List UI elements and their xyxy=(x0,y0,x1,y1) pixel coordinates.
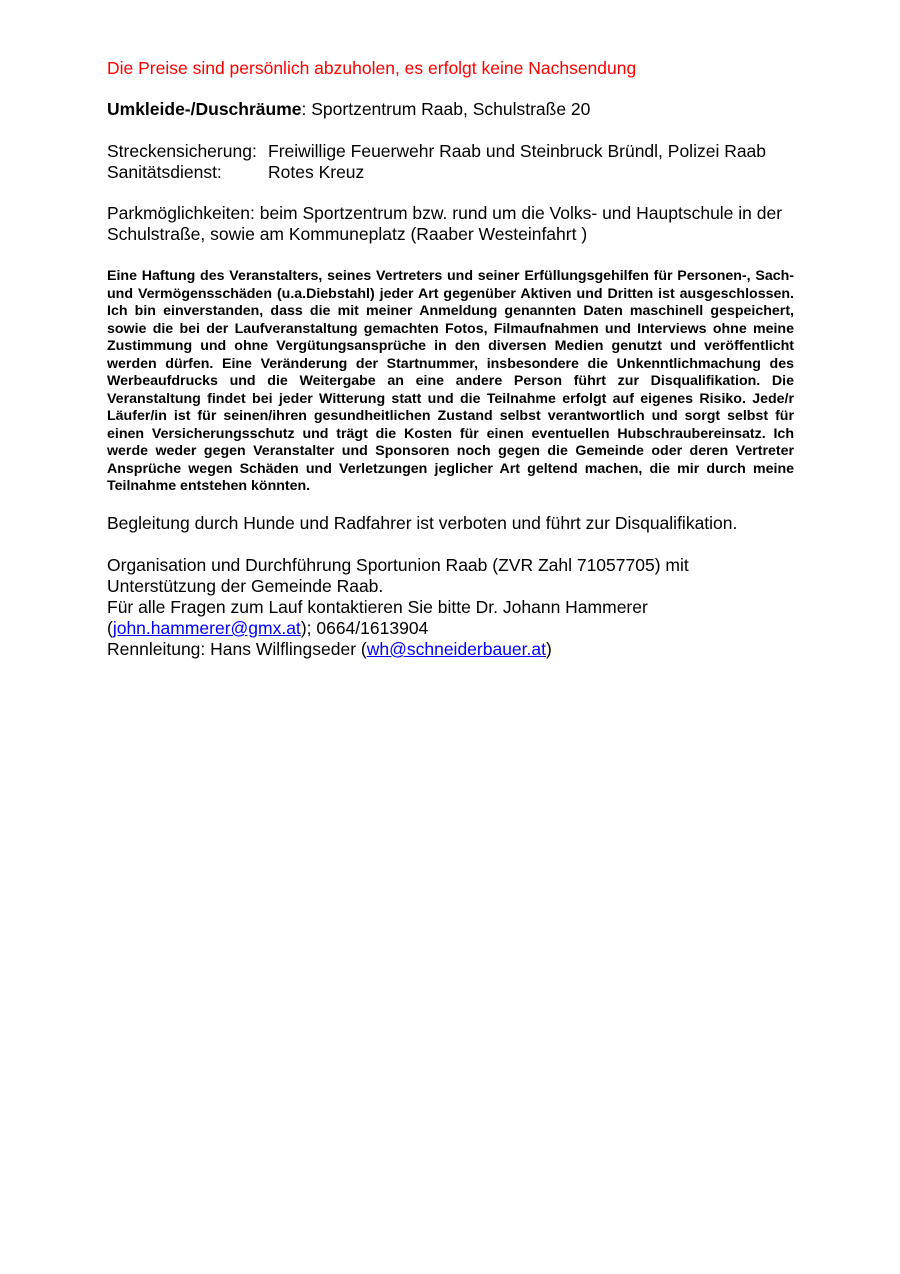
changing-rooms-label: Umkleide-/Duschräume xyxy=(107,99,302,119)
organisation-line-3: Für alle Fragen zum Lauf kontaktieren Sie bitte Dr. Johann Hammerer xyxy=(107,597,648,617)
race-lead-close-paren: ) xyxy=(545,639,552,659)
route-safety-row xyxy=(107,141,766,162)
organisation-line-1: Organisation und Durchführung Sportunion Raab (ZVR Zahl 71057705) mit xyxy=(107,555,689,575)
contact-phone: ); 0664/1613904 xyxy=(300,618,429,638)
contact-line xyxy=(107,618,689,639)
race-lead-line xyxy=(107,639,689,660)
race-lead-prefix: Rennleitung: Hans Wilflingseder ( xyxy=(107,639,367,659)
race-lead-email-link[interactable]: wh@schneiderbauer.at xyxy=(366,639,546,659)
organisation-info xyxy=(107,555,689,660)
route-safety-label: Streckensicherung: xyxy=(107,141,257,161)
medical-service-value: Rotes Kreuz xyxy=(268,162,365,182)
medical-service-row xyxy=(107,162,766,183)
medical-service-label: Sanitätsdienst: xyxy=(107,162,222,182)
liability-disclaimer: Eine Haftung des Veranstalters, seines Vertreters und seiner Erfüllungsgehilfen für Personen-, Sach- und Vermögensschäden (u.a.Diebstahl) jeder Art gegenüber Aktiven und Dritten ist ausgeschlossen. Ich bin einverstanden, dass die mit meiner Anmeldung genannten Daten maschinell gespeichert, sowie die bei der Laufveranstaltung gemachten Fotos, Filmaufnahmen und Interviews ohne meine Zustimmung und ohne Vergütungsansprüche in den diversen Medien genutzt und veröffentlicht werden dürfen. Eine Veränderung der Startnummer, insbesondere die Unkenntlichmachung des Werbeaufdrucks und die Weitergabe an eine andere Person führt zur Disqualifikation. Die Veranstaltung findet bei jeder Witterung statt und die Teilnahme erfolgt auf eigenes Risiko. Jede/r Läufer/in ist für seinen/ihren gesundheitlichen Zustand selbst verantwortlich und sorgt selbst für einen Versicherungsschutz und trägt die Kosten für einen eventuellen Hubschraubereinsatz. Ich werde weder gegen Veranstalter und Sponsoren noch gegen die Gemeinde oder deren Vertreter Ansprüche wegen Schäden und Verletzungen jeglicher Art geltend machen, die mir durch meine Teilnahme entstehen könnten. xyxy=(107,268,794,494)
route-safety-value: Freiwillige Feuerwehr Raab und Steinbruck Bründl, Polizei Raab xyxy=(268,141,767,161)
parking-info: Parkmöglichkeiten: beim Sportzentrum bzw. rund um die Volks- und Hauptschule in der Schulstraße, sowie am Kommuneplatz (Raaber Westeinfahrt ) xyxy=(107,203,783,244)
organisation-line-2: Unterstützung der Gemeinde Raab. xyxy=(107,576,384,596)
contact-open-paren: ( xyxy=(107,618,113,638)
escort-rule: Begleitung durch Hunde und Radfahrer ist verboten und führt zur Disqualifikation. xyxy=(107,513,738,533)
pickup-notice: Die Preise sind persönlich abzuholen, es erfolgt keine Nachsendung xyxy=(107,58,637,78)
safety-info xyxy=(107,141,766,183)
changing-rooms-value: : Sportzentrum Raab, Schulstraße 20 xyxy=(301,99,591,119)
changing-rooms-info xyxy=(107,99,590,120)
contact-email-link[interactable]: john.hammerer@gmx.at xyxy=(112,618,301,638)
